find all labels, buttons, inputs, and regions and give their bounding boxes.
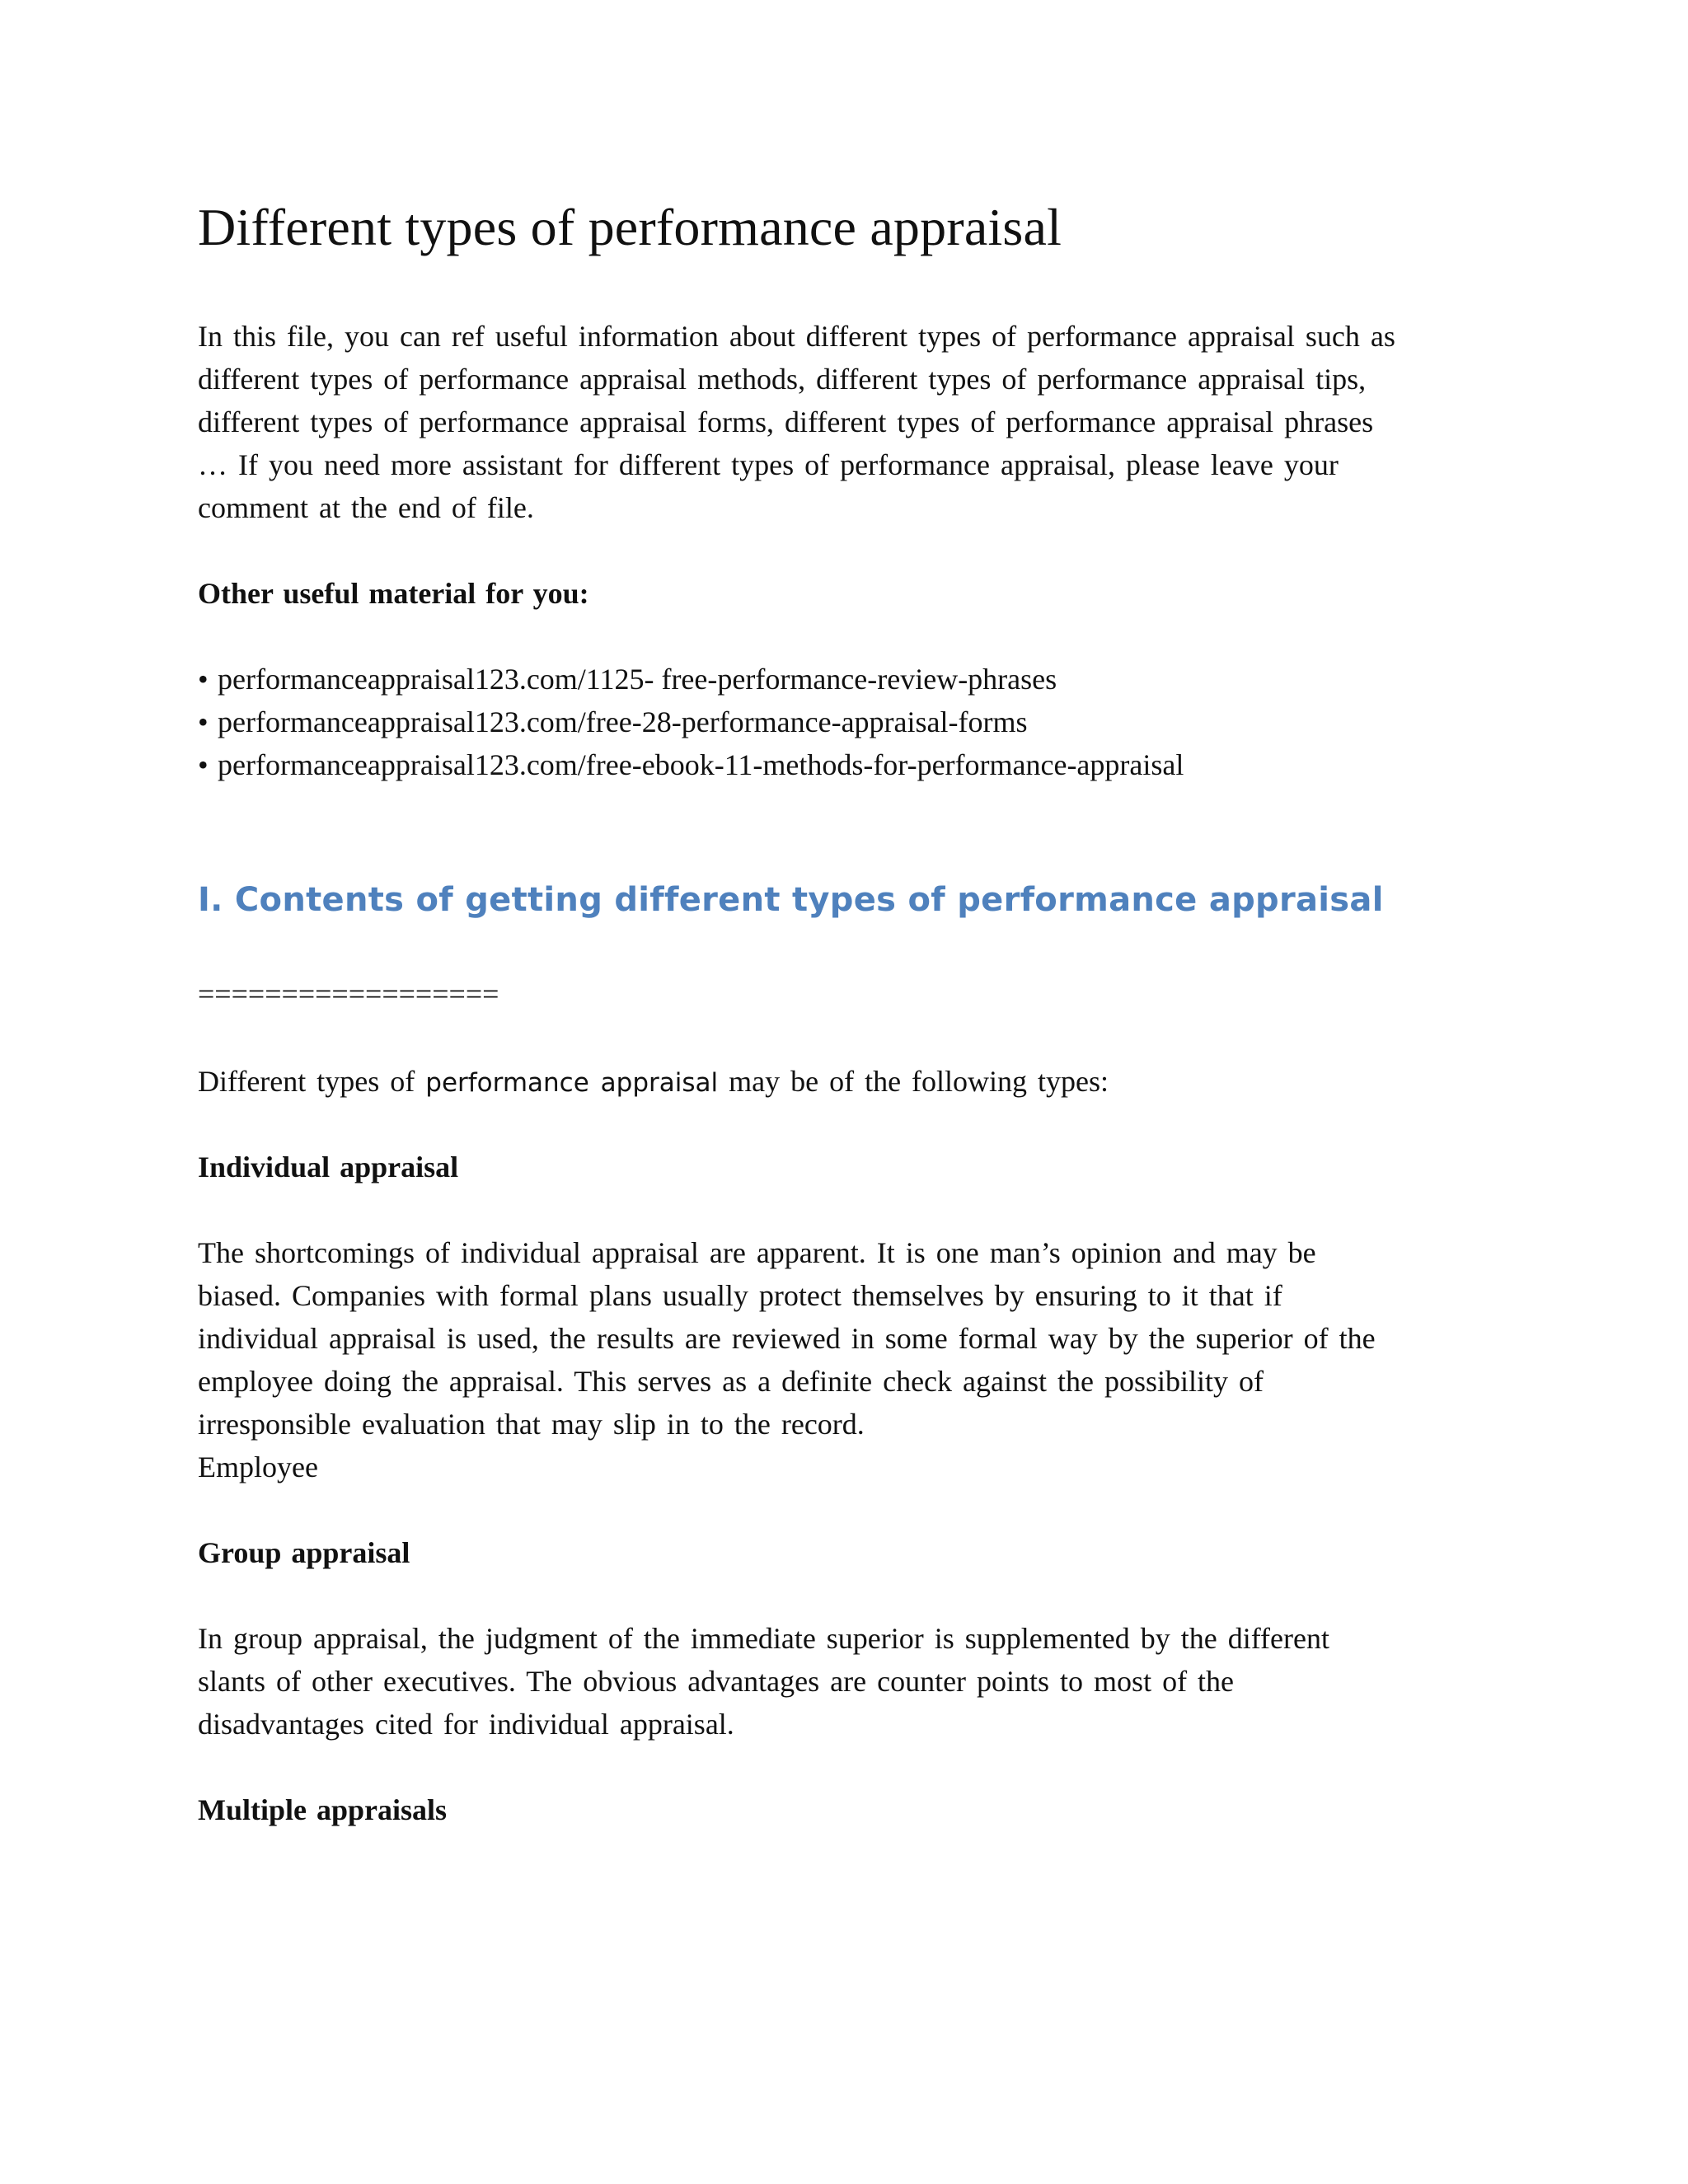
- individual-appraisal-paragraph: [198, 1231, 1484, 1488]
- paragraph-line: disadvantages cited for individual appraisal.: [198, 1708, 734, 1741]
- link-text[interactable]: performanceappraisal123.com/free-28-performance-appraisal-forms: [218, 705, 1028, 738]
- intro-paragraph: [198, 315, 1484, 529]
- bullet-icon: •: [198, 663, 209, 696]
- list-item[interactable]: [198, 743, 1484, 786]
- types-intro-part2: performance appraisal: [425, 1068, 719, 1098]
- paragraph-line: Employee: [198, 1451, 318, 1483]
- link-text[interactable]: performanceappraisal123.com/free-ebook-11-methods-for-performance-appraisal: [218, 748, 1184, 781]
- group-appraisal-paragraph: [198, 1617, 1484, 1746]
- group-appraisal-heading: Group appraisal: [198, 1536, 410, 1569]
- separator-line: ==================: [198, 977, 499, 1010]
- paragraph-line: employee doing the appraisal. This serves as a definite check against the possibility of: [198, 1365, 1264, 1398]
- paragraph-line: slants of other executives. The obvious advantages are counter points to most of the: [198, 1665, 1235, 1698]
- paragraph-line: In group appraisal, the judgment of the immediate superior is supplemented by the different: [198, 1622, 1329, 1655]
- types-intro-part1: Different types of: [198, 1065, 426, 1098]
- document-content: [198, 194, 1484, 1831]
- list-item[interactable]: [198, 701, 1484, 743]
- types-intro: [198, 1060, 1484, 1104]
- intro-line: different types of performance appraisal forms, different types of performance appraisal phrases: [198, 405, 1374, 438]
- paragraph-line: The shortcomings of individual appraisal are apparent. It is one man’s opinion and may be: [198, 1236, 1316, 1269]
- other-material-label: Other useful material for you:: [198, 577, 589, 610]
- intro-line: comment at the end of file.: [198, 491, 534, 524]
- individual-appraisal-heading: Individual appraisal: [198, 1151, 459, 1183]
- paragraph-line: biased. Companies with formal plans usually protect themselves by ensuring to it that if: [198, 1279, 1282, 1312]
- paragraph-line: irresponsible evaluation that may slip in to the record.: [198, 1408, 865, 1441]
- document-title: Different types of performance appraisal: [198, 198, 1062, 256]
- intro-line: … If you need more assistant for different types of performance appraisal, please leave your: [198, 448, 1339, 481]
- useful-links-list: [198, 658, 1484, 786]
- paragraph-line: individual appraisal is used, the results are reviewed in some formal way by the superior of the: [198, 1322, 1376, 1355]
- intro-line: different types of performance appraisal methods, different types of performance appraisal tips,: [198, 363, 1367, 396]
- intro-line: In this file, you can ref useful information about different types of performance appraisal such as: [198, 320, 1395, 353]
- link-text[interactable]: performanceappraisal123.com/1125- free-performance-review-phrases: [218, 663, 1057, 696]
- multiple-appraisals-heading: Multiple appraisals: [198, 1793, 448, 1826]
- section-heading: I. Contents of getting different types of performance appraisal: [198, 881, 1384, 919]
- types-intro-part3: may be of the following types:: [718, 1065, 1109, 1098]
- list-item[interactable]: [198, 658, 1484, 701]
- bullet-icon: •: [198, 705, 209, 738]
- bullet-icon: •: [198, 748, 209, 781]
